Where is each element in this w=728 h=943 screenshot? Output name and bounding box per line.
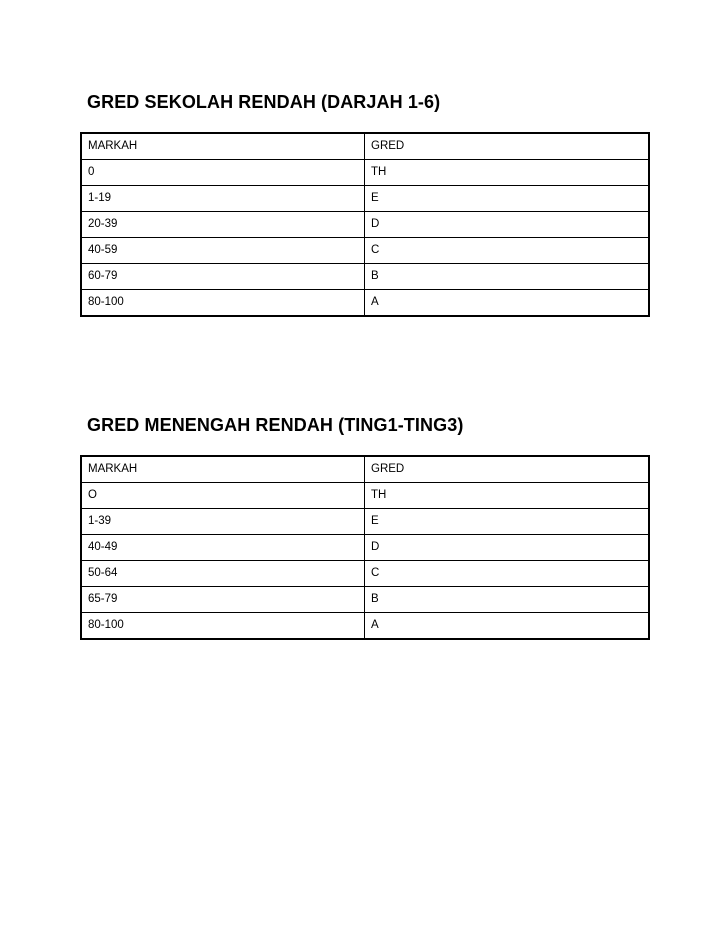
section-title: GRED MENENGAH RENDAH (TING1-TING3)	[87, 415, 464, 435]
gred-cell: C	[365, 238, 650, 264]
gred-cell: E	[365, 509, 650, 535]
header-cell-markah: MARKAH	[81, 456, 365, 483]
table-row	[81, 238, 649, 264]
markah-cell: O	[81, 483, 365, 509]
gred-cell: TH	[365, 483, 650, 509]
markah-cell: 50-64	[81, 561, 365, 587]
header-cell-gred: GRED	[365, 133, 650, 160]
primary-school-grade-section	[80, 88, 648, 317]
table-row	[81, 212, 649, 238]
gred-cell: D	[365, 212, 650, 238]
table-row	[81, 264, 649, 290]
gred-cell: C	[365, 561, 650, 587]
markah-cell: 1-19	[81, 186, 365, 212]
table-row	[81, 509, 649, 535]
gred-cell: A	[365, 290, 650, 317]
table-row	[81, 613, 649, 640]
table-row	[81, 483, 649, 509]
markah-cell: 40-49	[81, 535, 365, 561]
gred-cell: B	[365, 264, 650, 290]
table-row	[81, 587, 649, 613]
table-row	[81, 160, 649, 186]
markah-cell: 80-100	[81, 290, 365, 317]
header-cell-markah: MARKAH	[81, 133, 365, 160]
markah-cell: 20-39	[81, 212, 365, 238]
markah-cell: 60-79	[81, 264, 365, 290]
markah-cell: 80-100	[81, 613, 365, 640]
gred-cell: A	[365, 613, 650, 640]
gred-cell: B	[365, 587, 650, 613]
table-header-row	[81, 133, 649, 160]
gred-cell: TH	[365, 160, 650, 186]
section-title: GRED SEKOLAH RENDAH (DARJAH 1-6)	[87, 92, 441, 112]
markah-cell: 40-59	[81, 238, 365, 264]
gred-cell: D	[365, 535, 650, 561]
grade-table	[80, 132, 650, 317]
header-cell-gred: GRED	[365, 456, 650, 483]
table-row	[81, 561, 649, 587]
table-row	[81, 535, 649, 561]
grade-table	[80, 455, 650, 640]
gred-cell: E	[365, 186, 650, 212]
table-header-row	[81, 456, 649, 483]
markah-cell: 0	[81, 160, 365, 186]
table-row	[81, 290, 649, 317]
table-row	[81, 186, 649, 212]
lower-secondary-grade-section	[80, 411, 648, 640]
markah-cell: 1-39	[81, 509, 365, 535]
markah-cell: 65-79	[81, 587, 365, 613]
